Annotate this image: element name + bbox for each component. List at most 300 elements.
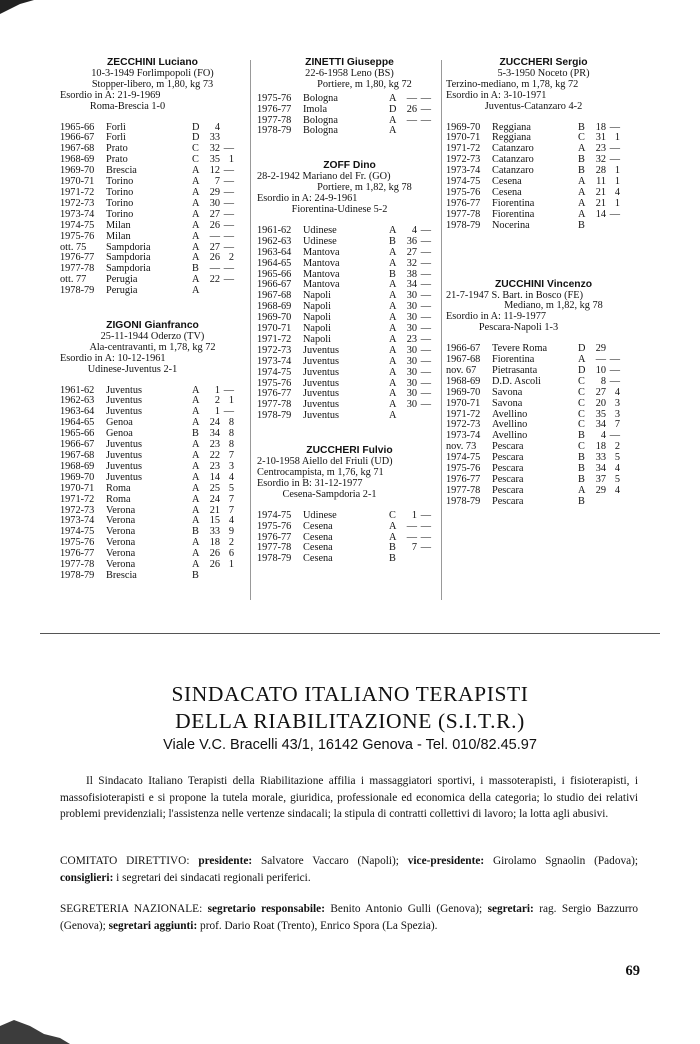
season-year: 1974-75: [257, 366, 292, 378]
club-name: Brescia: [106, 569, 137, 581]
sitr-address: Viale V.C. Bracelli 43/1, 16142 Genova - Tel. 010/82.45.97: [163, 737, 537, 753]
career-row: [446, 497, 641, 508]
league: A: [389, 366, 397, 378]
appearances: 30: [406, 377, 417, 389]
player-debut-match: Juventus-Catanzaro 4-2: [484, 100, 583, 112]
club-name: Genoa: [106, 417, 133, 429]
appearances: 38: [406, 268, 417, 280]
season-year: 1974-75: [257, 509, 292, 521]
goals: —: [420, 388, 431, 400]
appearances: 1: [214, 384, 220, 396]
season-year: 1973-74: [446, 430, 481, 442]
league: A: [389, 114, 397, 126]
league: A: [192, 537, 200, 549]
appearances: 30: [406, 301, 417, 313]
career-row: [257, 259, 442, 270]
season-year: 1976-77: [446, 474, 481, 485]
column-middle: [257, 58, 442, 565]
club-name: Milan: [106, 230, 131, 242]
goals: 1: [614, 197, 620, 209]
season-year: ott. 77: [60, 274, 87, 286]
segretari-label: segretari:: [487, 903, 534, 915]
column-divider-1: [250, 60, 251, 600]
goals: —: [420, 377, 431, 389]
league: A: [192, 439, 200, 451]
appearances: 22: [209, 274, 220, 286]
sitr-intro: Il Sindacato Italiano Terapisti della Riabilitazione affilia i massaggiatori sportivi, i massoterapisti, i fisioterapisti, i massofisioterapisti e si propone la tutela morale, giuridica, professionale ed economica della categoria; lo studio dei relativi problemi previdenziali; l'assistenza nelle vertenze sindacali; la stipula di contratti collettivi di lavoro; la lotta agli abusivi.: [60, 775, 638, 821]
appearances: [206, 571, 220, 582]
appearances: 34: [209, 428, 220, 440]
appearances: 10: [595, 364, 606, 376]
league: A: [192, 384, 200, 396]
league: A: [389, 312, 397, 324]
league: A: [389, 301, 397, 313]
league: D: [192, 121, 200, 133]
appearances: 11: [596, 176, 606, 188]
consiglieri-value: i segretari dei sindacati regionali periferici.: [116, 871, 311, 884]
league: B: [578, 219, 585, 231]
season-year: 1965-66: [257, 268, 292, 280]
season-year: 1965-66: [60, 121, 95, 133]
appearances: [403, 554, 417, 565]
player-birth: 21-7-1947 S. Bart. in Bosco (FE): [446, 289, 583, 301]
player-birth: 22-6-1958 Leno (BS): [305, 67, 394, 79]
appearances: 21: [209, 504, 220, 516]
goals: —: [420, 301, 431, 313]
player-debut: Esordio in A: 3-10-1971: [446, 89, 547, 101]
appearances: 27: [406, 246, 417, 258]
season-year: 1973-74: [60, 208, 95, 220]
league: C: [192, 143, 199, 155]
comitato-label: COMITATO DIRETTIVO:: [60, 855, 190, 867]
club-name: Roma: [106, 493, 131, 505]
appearances: [403, 126, 417, 137]
league: A: [578, 484, 586, 496]
season-year: 1976-77: [60, 252, 95, 264]
goals: —: [420, 224, 431, 236]
appearances: 30: [406, 312, 417, 324]
goals: —: [420, 509, 431, 521]
goals: 4: [614, 484, 620, 496]
club-name: Avellino: [492, 408, 528, 420]
season-year: 1963-64: [60, 406, 95, 418]
season-year: 1964-65: [257, 257, 292, 269]
league: A: [389, 399, 397, 411]
club-name: Genoa: [106, 428, 133, 440]
appearances: 33: [209, 132, 220, 144]
season-year: 1977-78: [257, 399, 292, 411]
player-name: ZIGONI Gianfranco: [106, 320, 199, 332]
appearances: 36: [406, 235, 417, 247]
league: B: [389, 235, 396, 247]
appearances: 4: [411, 224, 417, 236]
appearances: 30: [406, 290, 417, 302]
club-name: Reggiana: [492, 132, 531, 144]
goals: —: [420, 366, 431, 378]
appearances: 28: [595, 165, 606, 177]
responsabile-value: Benito Antonio Gulli (Genova);: [330, 903, 483, 915]
league: C: [578, 441, 585, 453]
goals: 1: [614, 165, 620, 177]
season-year: 1978-79: [257, 553, 292, 565]
goals: —: [420, 92, 431, 104]
league: C: [578, 397, 585, 409]
league: A: [389, 224, 397, 236]
goals: —: [223, 197, 234, 209]
player-role: Mediano, m 1,82, kg 78: [504, 300, 603, 312]
goals: —: [609, 375, 620, 387]
season-year: 1977-78: [446, 484, 481, 496]
club-name: Pietrasanta: [492, 364, 538, 376]
club-name: Udinese: [303, 509, 337, 521]
season-year: 1969-70: [60, 471, 95, 483]
aggiunti-label: segretari aggiunti:: [108, 919, 198, 932]
goals: 5: [614, 474, 620, 485]
league: D: [578, 364, 586, 376]
career-row: [60, 232, 245, 243]
season-year: 1967-68: [60, 450, 95, 461]
league: A: [578, 186, 586, 198]
club-name: Cesena: [492, 176, 522, 188]
goals: —: [609, 143, 620, 155]
season-year: 1967-68: [446, 354, 481, 366]
appearances: 33: [209, 526, 220, 538]
appearances: 24: [209, 493, 220, 505]
appearances: 33: [595, 452, 606, 464]
season-year: 1978-79: [257, 410, 292, 422]
club-name: Nocerina: [492, 219, 530, 231]
league: A: [389, 279, 397, 291]
appearances: [592, 497, 606, 508]
season-year: 1975-76: [60, 230, 95, 242]
season-year: 1968-69: [257, 301, 292, 313]
club-name: Perugia: [106, 285, 138, 297]
league: A: [192, 559, 200, 571]
club-name: Juventus: [303, 355, 340, 367]
goals: 6: [228, 548, 234, 560]
club-name: Fiorentina: [492, 197, 535, 209]
player-name: ZOFF Dino: [323, 160, 376, 172]
season-year: 1973-74: [257, 355, 292, 367]
club-name: Forlì: [106, 121, 127, 133]
goals: [220, 123, 234, 134]
appearances: 23: [209, 460, 220, 472]
league: B: [578, 165, 585, 177]
goals: —: [420, 399, 431, 411]
career-table: [257, 94, 442, 138]
club-name: Pescara: [492, 441, 524, 453]
goals: —: [609, 364, 620, 376]
appearances: 37: [595, 474, 606, 485]
appearances: 4: [214, 121, 220, 133]
league: B: [389, 553, 396, 565]
league: A: [578, 208, 586, 220]
goals: —: [223, 165, 234, 177]
season-year: 1978-79: [446, 219, 481, 231]
league: A: [192, 219, 200, 231]
goals: 7: [228, 450, 234, 461]
appearances: 15: [209, 515, 220, 527]
club-name: Pescara: [492, 484, 524, 496]
goals: [417, 554, 431, 565]
appearances: 23: [406, 333, 417, 345]
player-name: ZUCCHINI Vincenzo: [494, 278, 593, 290]
player-birth: 28-2-1942 Mariano del Fr. (GO): [257, 171, 391, 183]
appearances: —: [406, 531, 417, 543]
goals: 7: [614, 419, 620, 431]
league: A: [192, 274, 200, 286]
season-year: 1971-72: [446, 408, 481, 420]
goals: —: [420, 279, 431, 291]
goals: —: [420, 531, 431, 543]
presidente-label: presidente:: [198, 855, 253, 867]
season-year: nov. 67: [446, 364, 477, 376]
club-name: Juventus: [303, 388, 340, 400]
appearances: 35: [595, 408, 606, 420]
season-year: 1971-72: [60, 493, 95, 505]
goals: —: [223, 406, 234, 418]
club-name: Juventus: [106, 439, 143, 451]
season-year: 1963-64: [257, 246, 292, 258]
league: A: [578, 143, 586, 155]
career-table: [257, 511, 442, 566]
league: A: [389, 355, 397, 367]
player-name: ZECCHINI Luciano: [107, 57, 198, 68]
appearances: 34: [595, 419, 606, 431]
club-name: Napoli: [303, 323, 332, 335]
club-name: Catanzaro: [492, 143, 534, 155]
club-name: Fiorentina: [492, 354, 535, 366]
season-year: 1973-74: [446, 165, 481, 177]
season-year: 1977-78: [446, 208, 481, 220]
season-year: 1977-78: [257, 542, 292, 554]
club-name: Verona: [106, 548, 136, 560]
goals: [220, 286, 234, 297]
goals: —: [609, 154, 620, 166]
season-year: 1972-73: [60, 504, 95, 516]
player-entry: [446, 58, 641, 232]
goals: —: [420, 103, 431, 115]
appearances: 26: [406, 103, 417, 115]
player-role: Centrocampista, m 1,76, kg 71: [257, 467, 384, 478]
player-debut-match: Fiorentina-Udinese 5-2: [291, 203, 388, 215]
league: A: [192, 165, 200, 177]
career-row: [257, 511, 442, 522]
appearances: 12: [209, 165, 220, 177]
league: B: [578, 452, 585, 464]
club-name: Juventus: [303, 410, 340, 422]
career-table: [257, 226, 442, 422]
league: D: [578, 343, 586, 355]
club-name: Juventus: [106, 406, 143, 418]
club-name: Juventus: [106, 384, 143, 396]
club-name: Forlì: [106, 132, 127, 144]
player-debut-match: Roma-Brescia 1-0: [89, 100, 166, 112]
appearances: 22: [209, 450, 220, 461]
goals: 4: [614, 386, 620, 398]
season-year: 1974-75: [446, 452, 481, 464]
appearances: 30: [406, 355, 417, 367]
league: A: [192, 548, 200, 560]
goals: —: [420, 235, 431, 247]
club-name: Bologna: [303, 114, 338, 126]
appearances: 32: [209, 143, 220, 155]
season-year: 1976-77: [60, 548, 95, 560]
club-name: Cesena: [303, 542, 333, 554]
league: A: [389, 246, 397, 258]
club-name: Juventus: [303, 344, 340, 356]
season-year: 1974-75: [60, 219, 95, 231]
appearances: 30: [209, 197, 220, 209]
season-year: 1965-66: [60, 428, 95, 440]
scan-bottom-mark: [0, 1000, 70, 1044]
career-row: [257, 554, 442, 565]
sitr-title-line2: DELLA RIABILITAZIONE (S.I.T.R.): [175, 709, 525, 733]
goals: 5: [228, 482, 234, 494]
season-year: 1970-71: [257, 323, 292, 335]
goals: [417, 126, 431, 137]
season-year: 1977-78: [60, 263, 95, 275]
club-name: Udinese: [303, 235, 337, 247]
club-name: Verona: [106, 504, 136, 516]
vice-label: vice-presidente:: [407, 855, 485, 867]
league: B: [192, 428, 199, 440]
sitr-segreteria: [60, 901, 638, 934]
season-year: 1967-68: [60, 143, 95, 155]
appearances: 29: [595, 343, 606, 355]
club-name: Cesena: [303, 553, 333, 565]
league: A: [192, 515, 200, 527]
season-year: 1975-76: [446, 186, 481, 198]
appearances: 21: [595, 197, 606, 209]
club-name: Avellino: [492, 430, 528, 442]
sitr-comitato: [60, 853, 638, 886]
season-year: 1966-67: [60, 439, 95, 451]
season-year: 1976-77: [446, 197, 481, 209]
club-name: Mantova: [303, 246, 340, 258]
club-name: Catanzaro: [492, 154, 534, 166]
club-name: Verona: [106, 537, 136, 549]
club-name: Pescara: [492, 452, 524, 464]
league: A: [389, 410, 397, 422]
player-role: Ala-centravanti, m 1,78, kg 72: [89, 341, 216, 353]
season-year: 1966-67: [60, 132, 95, 144]
career-table: [446, 123, 641, 232]
appearances: 4: [600, 430, 606, 442]
club-name: Reggiana: [492, 121, 531, 133]
goals: 5: [614, 452, 620, 464]
league: A: [192, 230, 200, 242]
league: C: [578, 132, 585, 144]
appearances: 18: [595, 121, 606, 133]
season-year: 1970-71: [60, 176, 95, 188]
appearances: 18: [595, 441, 606, 453]
league: A: [192, 504, 200, 516]
goals: 2: [228, 252, 234, 264]
appearances: 30: [406, 399, 417, 411]
goals: 3: [614, 408, 620, 420]
career-table: [60, 123, 245, 298]
club-name: D.D. Ascoli: [492, 375, 541, 387]
league: C: [578, 419, 585, 431]
goals: 1: [614, 176, 620, 188]
goals: 2: [228, 537, 234, 549]
vice-value: Girolamo Sgnaolin (Padova);: [492, 855, 639, 867]
league: B: [578, 430, 585, 442]
goals: —: [223, 241, 234, 253]
career-row: [257, 522, 442, 533]
club-name: Prato: [106, 143, 128, 155]
club-name: Milan: [106, 219, 131, 231]
season-year: 1971-72: [446, 143, 481, 155]
league: A: [192, 176, 200, 188]
league: A: [192, 450, 200, 461]
goals: —: [420, 520, 431, 532]
league: A: [192, 252, 200, 264]
season-year: 1978-79: [60, 569, 95, 581]
goals: —: [609, 354, 620, 366]
season-year: 1978-79: [257, 125, 292, 137]
league: A: [389, 520, 397, 532]
league: A: [192, 285, 200, 297]
league: B: [578, 474, 585, 485]
league: A: [192, 197, 200, 209]
season-year: 1975-76: [257, 92, 292, 104]
season-year: nov. 73: [446, 441, 477, 453]
player-debut: Esordio in A: 24-9-1961: [257, 193, 358, 205]
club-name: Cesena: [492, 186, 522, 198]
club-name: Torino: [106, 176, 134, 188]
club-name: Juventus: [303, 366, 340, 378]
appearances: 14: [595, 208, 606, 220]
player-debut-match: Udinese-Juventus 2-1: [87, 363, 178, 375]
league: A: [389, 290, 397, 302]
appearances: 23: [209, 439, 220, 451]
season-year: 1977-78: [60, 559, 95, 571]
career-row: [60, 571, 245, 582]
league: C: [578, 386, 585, 398]
career-row: [60, 286, 245, 297]
player-birth: 10-3-1949 Forlimpopoli (FO): [91, 67, 214, 79]
league: B: [389, 268, 396, 280]
season-year: 1972-73: [60, 197, 95, 209]
player-debut: Esordio in B: 31-12-1977: [257, 477, 363, 489]
goals: —: [223, 384, 234, 396]
appearances: 30: [406, 344, 417, 356]
goals: 9: [228, 526, 234, 538]
season-year: 1971-72: [60, 186, 95, 198]
goals: —: [223, 230, 234, 242]
club-name: Juventus: [303, 377, 340, 389]
season-year: 1969-70: [446, 386, 481, 398]
season-year: 1966-67: [446, 343, 481, 355]
club-name: Verona: [106, 515, 136, 527]
season-year: 1975-76: [257, 520, 292, 532]
column-right: [446, 58, 641, 508]
season-year: 1974-75: [446, 176, 481, 188]
goals: 4: [614, 463, 620, 475]
season-year: 1968-69: [446, 375, 481, 387]
appearances: 7: [214, 176, 220, 188]
appearances: 23: [595, 143, 606, 155]
player-debut-match: Pescara-Napoli 1-3: [478, 322, 559, 334]
league: B: [192, 569, 199, 581]
goals: —: [420, 333, 431, 345]
season-year: 1961-62: [257, 224, 292, 236]
career-row: [257, 126, 442, 137]
goals: 1: [614, 132, 620, 144]
club-name: Savona: [492, 386, 523, 398]
